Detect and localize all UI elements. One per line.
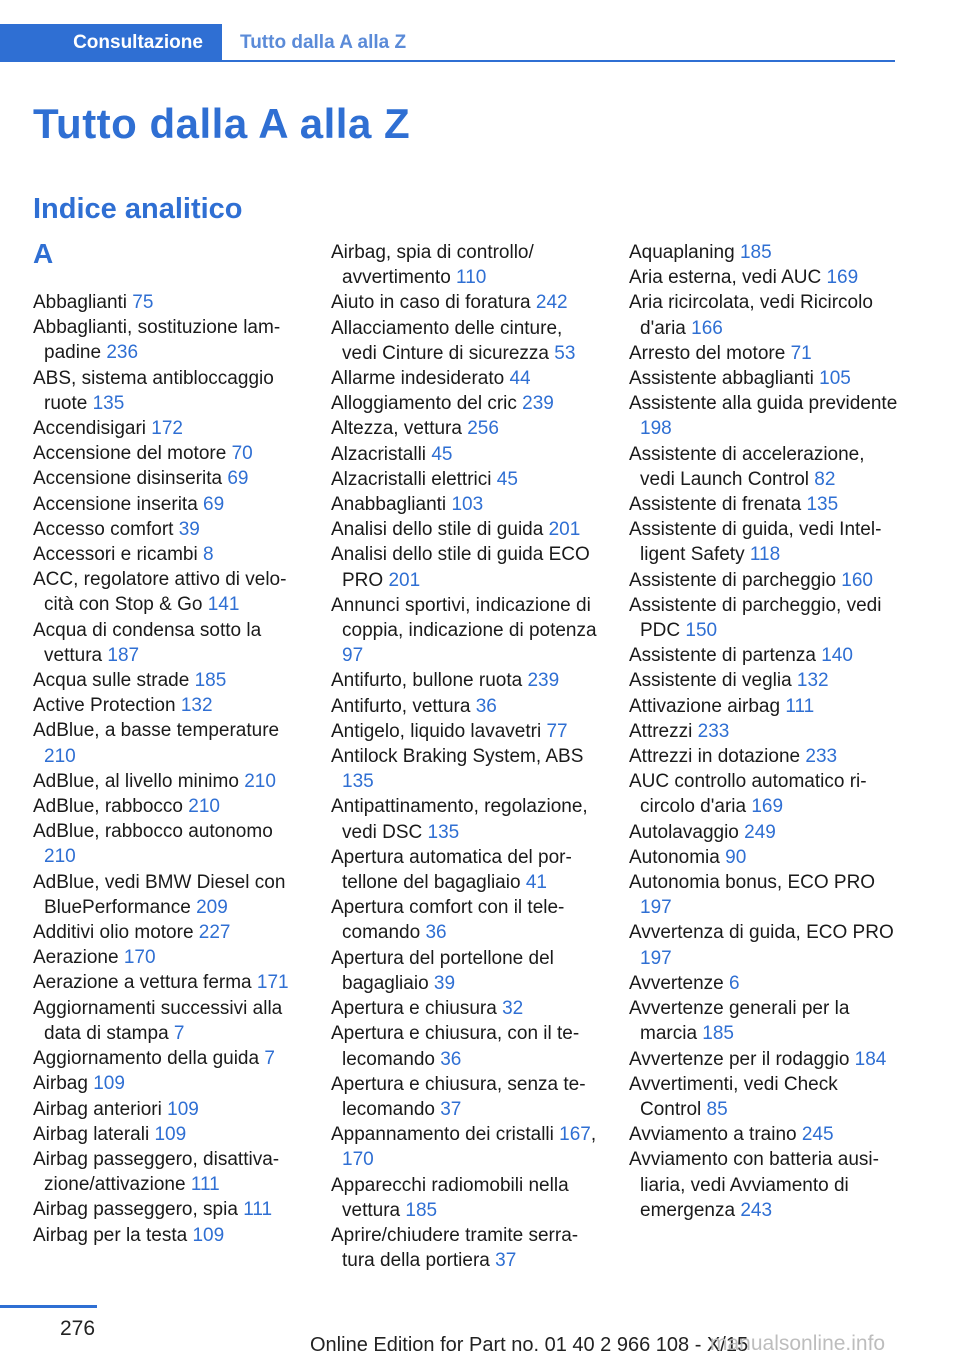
page-link[interactable]: 132 [180, 695, 213, 717]
index-entry-term: Antipattinamento, regolazione, vedi DSC [331, 796, 588, 843]
index-entry-term: ACC, regolatore attivo di velocità con Stop & Go [33, 569, 287, 616]
index-entry-term: Analisi dello stile di guida [331, 519, 549, 541]
page-header [0, 24, 895, 64]
index-entry-term: Accensione disinserita [33, 468, 228, 490]
index-entry-term: Airbag passeggero, spia [33, 1199, 244, 1221]
index-entry-term: Accendisigari [33, 418, 152, 440]
index-entry [629, 240, 899, 265]
page-link[interactable]: 184 [854, 1048, 887, 1070]
index-entry-term: Abbaglianti, sostituzione lampadine [33, 317, 281, 364]
index-entry-term: AdBlue, a basse temperature [33, 720, 280, 742]
index-entry [33, 1071, 303, 1096]
index-entry-term: Assistente di accelerazione, vedi Launch Control [629, 443, 865, 490]
page-link[interactable]: 198 [640, 418, 672, 440]
page-link[interactable]: 8 [203, 544, 214, 566]
page-link[interactable]: 185 [194, 670, 227, 692]
index-entry [629, 290, 899, 340]
index-entry [33, 492, 303, 517]
index-entry-term: Aggiornamento della guida [33, 1048, 265, 1070]
page-link[interactable]: 69 [227, 468, 249, 490]
page-link[interactable]: 170 [123, 947, 156, 969]
page-link[interactable]: 210 [188, 796, 220, 818]
page-link[interactable]: 109 [154, 1123, 187, 1145]
index-entry-term: Assistente di parcheggio [629, 569, 842, 591]
page-link[interactable]: 256 [467, 418, 499, 440]
index-entry-term: Attrezzi in dotazione [629, 746, 806, 768]
page-link[interactable]: 239 [527, 670, 560, 692]
index-entry-term: Apertura comfort con il telecomando [331, 897, 565, 944]
page-link[interactable]: 37 [440, 1098, 462, 1120]
index-entry-term: Alzacristalli [331, 443, 432, 465]
index-entry-term: Assistente di frenata [629, 494, 807, 516]
index-entry-term: Avvertenza di guida, ECO PRO [629, 922, 894, 944]
chapter-tab[interactable]: Tutto dalla A alla Z [240, 32, 407, 53]
index-entry-term: Active Protection [33, 695, 181, 717]
index-entry [629, 1047, 899, 1072]
index-entry-term: Antifurto, vettura [331, 695, 476, 717]
index-entry [629, 920, 899, 970]
index-entry-term: AUC controllo automatico ricircolo d'aria [629, 771, 867, 818]
page-link[interactable]: 39 [433, 972, 456, 994]
page-link[interactable]: 210 [44, 745, 76, 767]
index-entry [33, 290, 303, 315]
index-entry [33, 618, 303, 668]
page-link[interactable]: 109 [93, 1073, 125, 1095]
index-entry [331, 467, 601, 492]
page-link[interactable]: 141 [207, 594, 240, 616]
index-entry [629, 442, 899, 492]
index-entry-term: Airbag per la testa [33, 1224, 193, 1246]
page-link[interactable]: 160 [841, 569, 873, 591]
index-entry-term: Autolavaggio [629, 821, 745, 843]
page-link[interactable]: 36 [440, 1048, 462, 1070]
page-link[interactable]: 82 [814, 468, 836, 490]
index-entry-term: Alzacristalli elettrici [331, 468, 497, 490]
index-entry [331, 316, 601, 366]
page-link[interactable]: 7 [264, 1048, 275, 1070]
index-entry-term: Avviamento con batteria ausiliaria, vedi Avviamento di emergenza [629, 1149, 879, 1221]
index-entry-term: Assistente alla guida previdente [629, 393, 898, 415]
index-entry [33, 668, 303, 693]
index-entry-term: Airbag, spia di controllo/ avvertimento [331, 242, 534, 289]
page-link[interactable]: 201 [548, 519, 581, 541]
page-title: Tutto dalla A alla Z [33, 100, 411, 147]
index-entry-term: AdBlue, al livello minimo [33, 770, 245, 792]
page-link[interactable]: 53 [554, 342, 576, 364]
index-entry [33, 1097, 303, 1122]
page-link[interactable]: 166 [691, 317, 723, 339]
page-link[interactable]: 201 [388, 569, 421, 591]
index-entry-term: ABS, sistema antibloccaggio ruote [33, 367, 274, 414]
index-entry [331, 391, 601, 416]
index-entry-term: Airbag anteriori [33, 1098, 168, 1120]
index-entry [33, 970, 303, 995]
index-entry-term: Acqua sulle strade [33, 670, 195, 692]
index-entry-term: Annunci sportivi, indicazione di coppia, indicazione di potenza [331, 594, 597, 642]
index-entry [331, 694, 601, 719]
page-link[interactable]: 245 [801, 1124, 834, 1146]
watermark: manualsonline.info [710, 1332, 886, 1355]
page-link[interactable]: 105 [819, 368, 851, 390]
page-link[interactable]: 111 [190, 1174, 220, 1196]
index-entry [33, 870, 303, 920]
index-entry [629, 492, 899, 517]
index-entry [331, 442, 601, 467]
index-entry [331, 794, 601, 844]
index-entry-term: Altezza, vettura [331, 418, 468, 440]
page-link[interactable]: 236 [106, 342, 139, 364]
index-entry-term: Assistente di parcheggio, vedi PDC [629, 594, 882, 642]
index-entry [629, 1147, 899, 1223]
page-subtitle: Indice analitico [33, 193, 243, 225]
page-link[interactable]: 209 [196, 896, 228, 918]
index-entry-term: Aprire/chiudere tramite serratura della portiera [331, 1224, 579, 1272]
index-entry-term: Additivi olio motore [33, 922, 199, 944]
index-entry-term: Apparecchi radiomobili nella vettura [331, 1174, 569, 1221]
page-link[interactable]: 210 [244, 770, 276, 792]
page-link[interactable]: 70 [231, 443, 253, 465]
index-entry-term: AdBlue, rabbocco autonomo [33, 821, 273, 843]
page-link[interactable]: 135 [92, 392, 125, 414]
index-entry [33, 1197, 303, 1222]
page-link[interactable]: 197 [640, 947, 672, 969]
page-link[interactable]: 32 [502, 998, 524, 1020]
page-link[interactable]: 227 [198, 922, 231, 944]
index-entry [331, 744, 601, 794]
page-link[interactable]: 90 [725, 846, 747, 868]
page-link[interactable]: 111 [785, 695, 815, 717]
index-entry [33, 996, 303, 1046]
index-entry-term: Accessori e ricambi [33, 544, 203, 566]
index-entry-term: Attrezzi [629, 720, 698, 742]
page-link[interactable]: 44 [509, 368, 531, 390]
index-entry-term: Antilock Braking System, ABS [331, 746, 584, 768]
page-link[interactable]: 85 [706, 1098, 728, 1120]
index-entry-term: Attivazione airbag [629, 695, 786, 717]
index-entry [629, 643, 899, 668]
index-entry-term: Abbaglianti [33, 292, 133, 313]
index-entry [629, 1122, 899, 1147]
page-link[interactable]: 170 [342, 1149, 374, 1171]
header-divider [222, 60, 895, 62]
page-link[interactable]: 132 [796, 670, 829, 692]
index-entry [33, 794, 303, 819]
index-entry [331, 668, 601, 693]
index-entry [331, 517, 601, 542]
index-entry-term: Antigelo, liquido lavavetri [331, 720, 547, 742]
index-entry-term: Aerazione a vettura ferma [33, 972, 257, 994]
index-entry [331, 240, 601, 290]
page-link[interactable]: 109 [192, 1224, 225, 1246]
index-entry-term: Autonomia [629, 846, 726, 868]
index-entry [331, 416, 601, 441]
index-entry [629, 568, 899, 593]
index-entry-term: Accensione del motore [33, 443, 232, 465]
page-link[interactable]: 185 [739, 242, 772, 263]
index-entry-term: Assistente di veglia [629, 670, 797, 692]
page-link[interactable]: 169 [826, 267, 859, 289]
page-link[interactable]: 45 [496, 468, 518, 490]
index-column-2 [331, 240, 601, 1273]
index-column-3 [629, 240, 899, 1223]
page-link[interactable]: 39 [178, 518, 200, 540]
index-entry [331, 996, 601, 1021]
page-link[interactable]: 185 [405, 1199, 438, 1221]
footer-divider [0, 1305, 97, 1308]
index-entry [629, 820, 899, 845]
index-entry [331, 492, 601, 517]
page-link[interactable]: 37 [495, 1250, 517, 1272]
page-link[interactable]: 197 [640, 897, 672, 919]
page-link[interactable]: 187 [107, 644, 140, 666]
index-entry-term: Autonomia bonus, ECO PRO [629, 872, 876, 894]
index-entry-term: Aiuto in caso di foratura [331, 292, 536, 314]
index-entry [33, 466, 303, 491]
index-entry-term: Accensione inserita [33, 493, 204, 515]
index-entry-term: Analisi dello stile di guida ECO PRO [331, 544, 590, 591]
index-entry [629, 744, 899, 769]
index-entry [33, 693, 303, 718]
index-entry-term: Aquaplaning [629, 242, 740, 263]
index-entry-term: Assistente di partenza [629, 645, 822, 667]
index-entry [629, 971, 899, 996]
page-link[interactable]: 171 [256, 972, 289, 994]
page-link[interactable]: 167 [559, 1124, 591, 1146]
index-entry [33, 542, 303, 567]
index-entry-term: Avviamento a traino [629, 1124, 802, 1146]
index-entry-term: AdBlue, rabbocco [33, 796, 189, 818]
page-link[interactable]: 233 [697, 720, 730, 742]
index-entry [629, 870, 899, 920]
index-entry-term: Avvertimenti, vedi Check Control [629, 1073, 838, 1120]
page-link[interactable]: 69 [203, 493, 225, 515]
index-entry-term: Accesso comfort [33, 518, 179, 540]
index-entry-term: Allacciamento delle cinture, vedi Cinture di sicurezza [331, 317, 563, 364]
page-link[interactable]: 135 [806, 494, 839, 516]
index-entry-term: Alloggiamento del cric [331, 393, 523, 415]
index-entry [33, 769, 303, 794]
index-entry [33, 567, 303, 617]
page-link[interactable]: 185 [702, 1023, 734, 1045]
page-link[interactable]: 75 [132, 292, 154, 313]
index-entry [33, 416, 303, 441]
index-entry-term: Apertura del portellone del bagagliaio [331, 947, 554, 994]
index-entry [331, 946, 601, 996]
page-link[interactable]: 71 [790, 342, 812, 364]
page-link[interactable]: 6 [728, 972, 740, 994]
index-entry-term: Airbag passeggero, disattivazione/attivazione [33, 1148, 280, 1196]
page-link[interactable]: 97 [342, 645, 364, 667]
index-entry [33, 920, 303, 945]
page-link[interactable]: 77 [546, 720, 568, 742]
section-tab[interactable]: Consultazione [0, 24, 222, 62]
index-entry [33, 1122, 303, 1147]
index-entry [331, 845, 601, 895]
index-entry-term: Assistente di guida, vedi Intelligent Safety [629, 519, 882, 566]
index-entry [33, 1147, 303, 1197]
index-entry [331, 542, 601, 592]
page-link[interactable]: 172 [151, 418, 183, 440]
page-number: 276 [60, 1317, 96, 1340]
page-link[interactable]: 135 [427, 821, 460, 843]
index-entry-term: Aerazione [33, 947, 124, 969]
page-link[interactable]: 103 [451, 494, 484, 516]
index-entry-term: Aria ricircolata, vedi Ricircolo d'aria [629, 292, 873, 339]
index-entry-term: Aria esterna, vedi AUC [629, 267, 827, 289]
index-entry: Appannamento dei cristalli 167, 170 [331, 1124, 597, 1171]
page-link[interactable]: 239 [522, 393, 554, 415]
page-link[interactable]: 118 [749, 544, 781, 566]
index-column-1 [33, 290, 303, 1248]
index-entry [629, 668, 899, 693]
index-entry-term: Avvertenze per il rodaggio [629, 1048, 855, 1070]
index-entry [331, 1173, 601, 1223]
index-entry [33, 315, 303, 365]
index-entry [629, 845, 899, 870]
page-link[interactable]: 7 [173, 1022, 185, 1044]
index-entry-term: Apertura e chiusura, con il telecomando [331, 1023, 580, 1070]
index-entry-term: Assistente abbaglianti [629, 368, 820, 390]
page-link[interactable]: 36 [475, 695, 497, 717]
index-entry [331, 1223, 601, 1273]
page-link[interactable]: 242 [535, 292, 568, 314]
index-entry-term: Appannamento dei cristalli [331, 1124, 560, 1146]
index-entry-term: Antifurto, bullone ruota [331, 670, 528, 692]
page-link[interactable]: 150 [685, 620, 718, 642]
edition-note: Online Edition for Part no. 01 40 2 966 108 - X/15 [310, 1334, 749, 1356]
index-entry-term: Anabbaglianti [331, 494, 452, 516]
page-link[interactable]: 243 [740, 1199, 773, 1221]
index-entry [33, 366, 303, 416]
index-entry [331, 593, 601, 669]
index-entry-term: Avvertenze generali per la marcia [629, 998, 850, 1045]
index-entry [629, 593, 899, 643]
index-entry-term: Acqua di condensa sotto la vettura [33, 619, 262, 666]
index-entry [331, 1072, 601, 1122]
index-entry [331, 366, 601, 391]
page-link[interactable]: 36 [425, 922, 447, 944]
index-entry-term: Apertura e chiusura [331, 998, 503, 1020]
page-link[interactable]: 110 [456, 267, 487, 289]
index-entry [331, 719, 601, 744]
page-link[interactable]: 45 [431, 443, 453, 465]
page-link[interactable]: 41 [525, 872, 547, 894]
index-entry [629, 996, 899, 1046]
index-entry [33, 718, 303, 768]
index-entry [331, 895, 601, 945]
index-entry [331, 1021, 601, 1071]
page-link[interactable]: 111 [243, 1199, 273, 1221]
index-entry [629, 1072, 899, 1122]
index-letter-heading: A [33, 238, 54, 269]
index-entry-term: Aggiornamenti successivi alla data di stampa [33, 997, 283, 1044]
index-entry-term: Allarme indesiderato [331, 368, 510, 390]
index-entry [33, 1046, 303, 1071]
index-entry [629, 265, 899, 290]
index-entry [629, 517, 899, 567]
index-entry-term: Apertura automatica del portellone del bagagliaio [331, 846, 572, 894]
index-entry [33, 441, 303, 466]
index-entry-term: AdBlue, vedi BMW Diesel con BluePerformance [33, 871, 286, 918]
index-entry-term: Arresto del motore [629, 342, 791, 364]
page-link[interactable]: 210 [44, 846, 76, 868]
index-entry [629, 341, 899, 366]
index-entry [629, 391, 899, 441]
page-link[interactable]: 140 [821, 645, 853, 667]
page-link[interactable]: 135 [342, 771, 374, 793]
index-entry [33, 819, 303, 869]
index-entry [629, 769, 899, 819]
index-entry [331, 290, 601, 315]
index-entry [33, 1223, 303, 1248]
page-link[interactable]: 169 [751, 796, 784, 818]
page-link[interactable]: 233 [805, 746, 838, 768]
page-link[interactable]: 109 [167, 1098, 199, 1120]
index-entry [33, 945, 303, 970]
index-entry-term: Avvertenze [629, 972, 729, 994]
page-link[interactable]: 249 [744, 821, 776, 843]
index-entry [33, 517, 303, 542]
index-entry [629, 366, 899, 391]
index-entry-term: Airbag laterali [33, 1123, 155, 1145]
index-entry [629, 694, 899, 719]
index-entry-term: Airbag [33, 1073, 94, 1095]
index-entry [629, 719, 899, 744]
index-entry-term: Apertura e chiusura, senza telecomando [331, 1073, 586, 1120]
